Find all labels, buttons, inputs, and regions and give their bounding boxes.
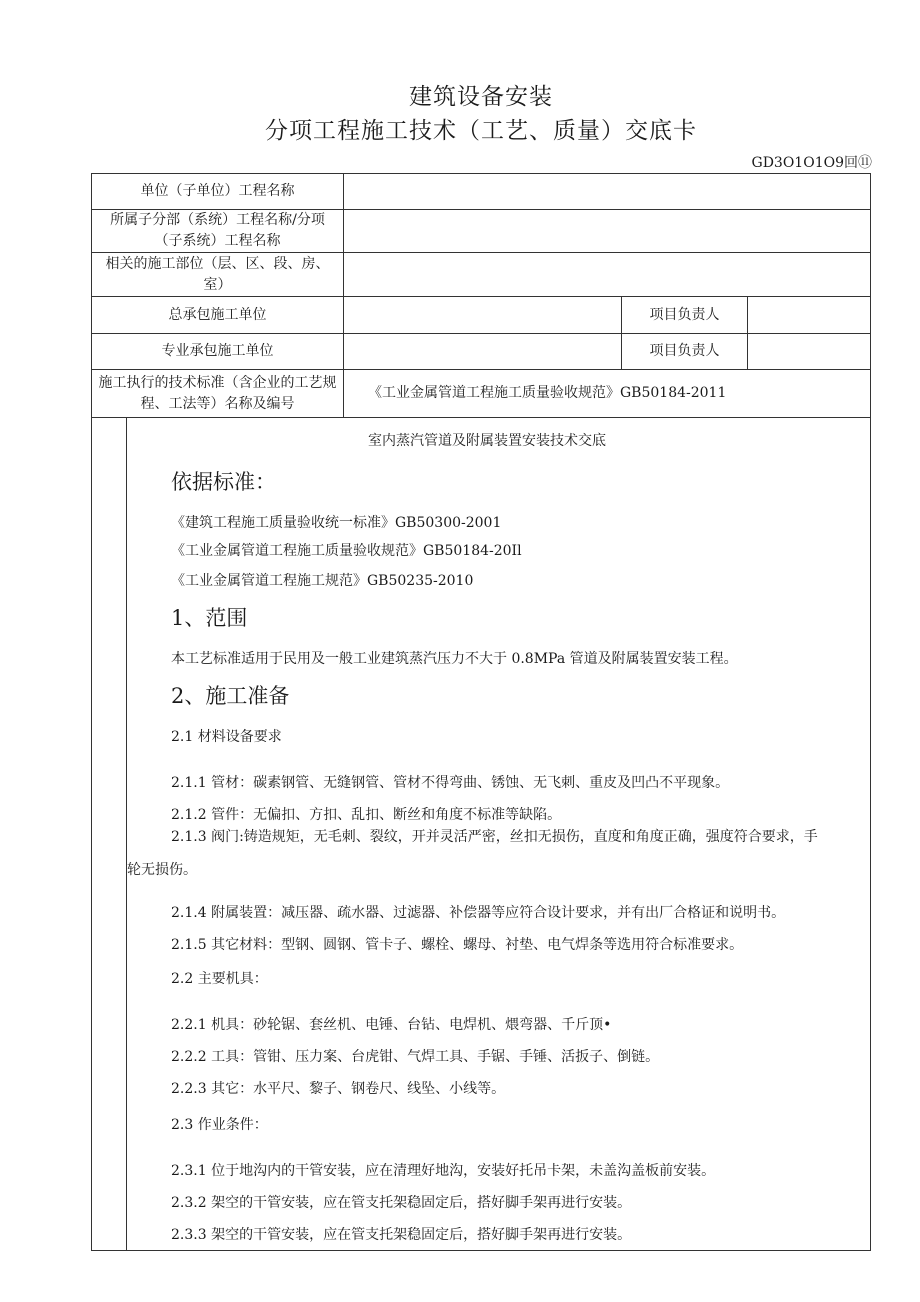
- basis-item: 《建筑工程施工质量验收统一标准》GB50300-2001: [171, 515, 502, 531]
- title-line-1: 建筑设备安装: [409, 84, 553, 110]
- row-general-contractor: [92, 297, 870, 334]
- item-2-1-3: 2.1.3 阀门:铸造规矩，无毛刺、裂纹，开并灵活严密，丝扣无损伤，直度和角度正确，强度符合要求，手轮无损伤。: [127, 829, 818, 878]
- title-line-2: 分项工程施工技术（工艺、质量）交底卡: [265, 118, 697, 144]
- specialty-contractor-manager-value[interactable]: [748, 334, 870, 369]
- item-2-1-5: 2.1.5 其它材料：型钢、圆钢、管卡子、螺栓、螺母、衬垫、电气焊条等选用符合标准要求。: [171, 937, 744, 953]
- general-contractor-label: 总承包施工单位: [92, 297, 344, 333]
- construction-part-value[interactable]: [344, 253, 870, 296]
- section-title: 室内蒸汽管道及附属装置安装技术交底: [368, 433, 606, 449]
- row-construction-part: [92, 253, 870, 297]
- general-contractor-manager-label: 项目负责人: [622, 297, 748, 333]
- subheading-2-1: 2.1 材料设备要求: [171, 729, 282, 745]
- construction-part-label: 相关的施工部位（层、区、段、房、室）: [92, 253, 344, 296]
- item-2-1-4: 2.1.4 附属装置：减压器、疏水器、过滤器、补偿器等应符合设计要求，并有出厂合格证和说明书。: [171, 905, 786, 921]
- technical-standard-label: 施工执行的技术标准（含企业的工艺规程、工法等）名称及编号: [92, 370, 344, 417]
- specialty-contractor-label: 专业承包施工单位: [92, 334, 344, 369]
- row-sub-division: [92, 210, 870, 253]
- row-unit-project: [92, 174, 870, 210]
- item-2-1-2: 2.1.2 管件：无偏扣、方扣、乱扣、断丝和角度不标准等缺陷。: [171, 807, 562, 823]
- scope-text: 本工艺标准适用于民用及一般工业建筑蒸汽压力不大于 0.8MPa 管道及附属装置安装工程。: [171, 651, 738, 667]
- item-2-1-1: 2.1.1 管材：碳素钢管、无缝钢管、管材不得弯曲、锈蚀、无飞刺、重皮及凹凸不平现象。: [171, 775, 730, 791]
- general-contractor-manager-value[interactable]: [748, 297, 870, 333]
- item-2-3-1: 2.3.1 位于地沟内的干管安装，应在清理好地沟，安装好托吊卡架，未盖沟盖板前安装。: [171, 1163, 716, 1179]
- item-2-2-1: 2.2.1 机具：砂轮锯、套丝机、电锤、台钻、电焊机、煨弯器、千斤顶•: [171, 1017, 612, 1033]
- subheading-2-2: 2.2 主要机具：: [171, 971, 268, 987]
- sub-division-value[interactable]: [344, 210, 870, 252]
- item-2-3-2: 2.3.2 架空的干管安装，应在管支托架稳固定后，搭好脚手架再进行安装。: [171, 1195, 632, 1211]
- handover-content: [126, 418, 870, 1250]
- document-code: GD3O1O1O9回⑪: [751, 155, 872, 171]
- basis-heading: 依据标准：: [171, 470, 276, 494]
- heading-preparation: 2、施工准备: [171, 684, 290, 708]
- basis-item: 《工业金属管道工程施工规范》GB50235-2010: [171, 573, 474, 589]
- specialty-contractor-value[interactable]: [344, 334, 622, 369]
- handover-card-table: [91, 173, 871, 1251]
- technical-standard-value: 《工业金属管道工程施工质量验收规范》GB50184-2011: [368, 385, 727, 401]
- item-2-3-3: 2.3.3 架空的干管安装，应在管支托架稳固定后，搭好脚手架再进行安装。: [171, 1227, 632, 1243]
- basis-item: 《工业金属管道工程施工质量验收规范》GB50184-20Il: [171, 543, 522, 559]
- heading-scope: 1、范围: [171, 606, 248, 630]
- subheading-2-3: 2.3 作业条件：: [171, 1117, 268, 1133]
- unit-project-label: 单位（子单位）工程名称: [92, 174, 344, 209]
- general-contractor-value[interactable]: [344, 297, 622, 333]
- row-specialty-contractor: [92, 334, 870, 370]
- unit-project-value[interactable]: [344, 174, 870, 209]
- specialty-contractor-manager-label: 项目负责人: [622, 334, 748, 369]
- row-technical-standard: [92, 370, 870, 418]
- item-2-2-3: 2.2.3 其它：水平尺、黎子、钢卷尺、线坠、小线等。: [171, 1081, 506, 1097]
- sub-division-label: 所属子分部（系统）工程名称/分项（子系统）工程名称: [92, 210, 344, 252]
- item-2-2-2: 2.2.2 工具：管钳、压力案、台虎钳、气焊工具、手锯、手锤、活扳子、倒链。: [171, 1049, 660, 1065]
